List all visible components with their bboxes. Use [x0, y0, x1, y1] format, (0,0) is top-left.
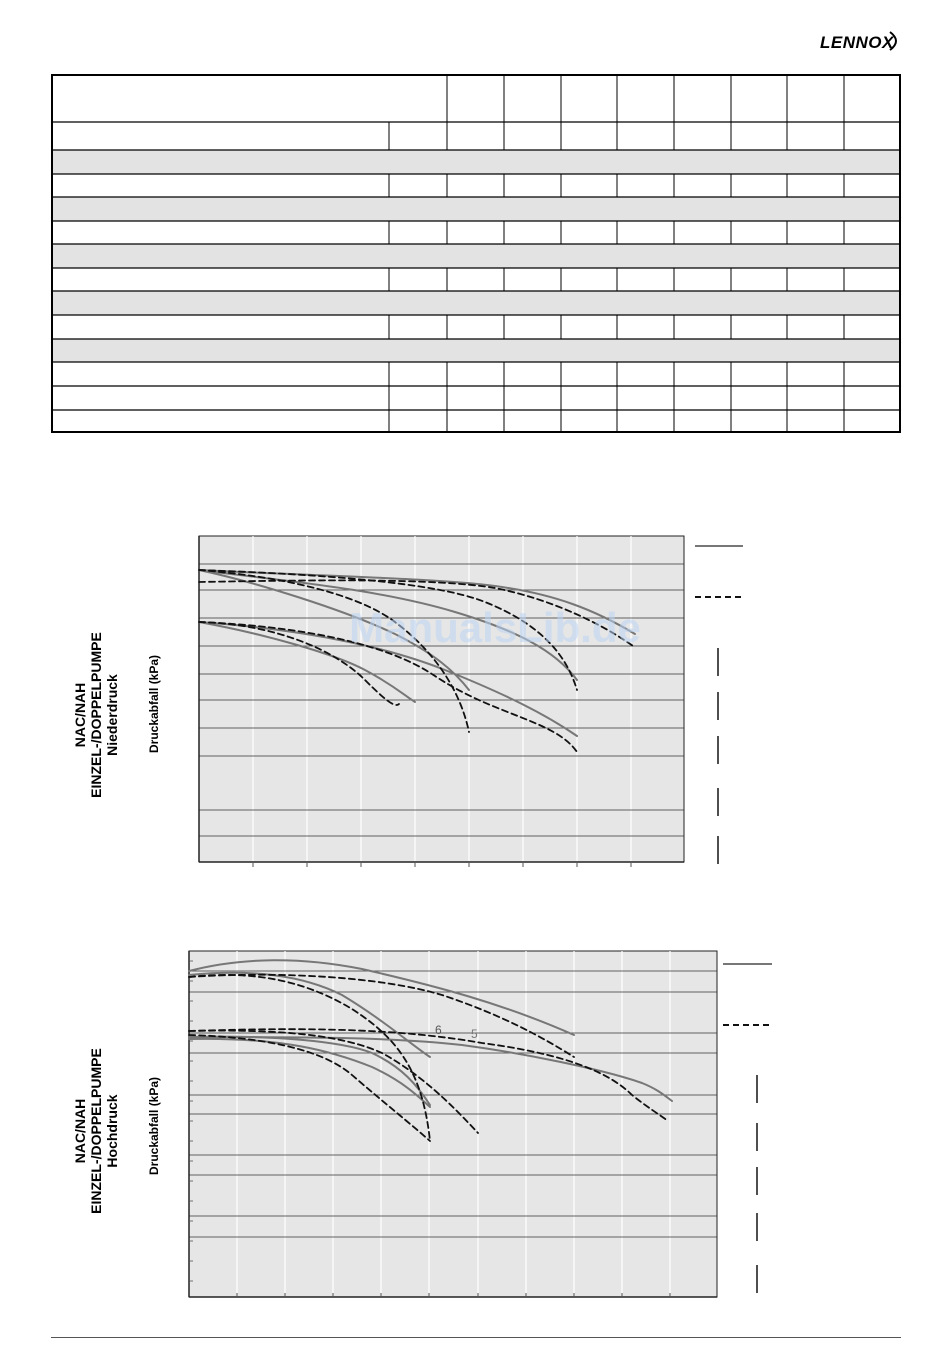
svg-text:LENNOX: LENNOX — [820, 33, 894, 52]
table-section-row — [52, 197, 900, 221]
plot-area — [189, 951, 717, 1297]
footer-rule — [51, 1337, 901, 1338]
chart-high-title-line-3: Hochdruck — [104, 1094, 120, 1168]
plot-area — [199, 536, 684, 862]
table-section-row — [52, 291, 900, 315]
table-section-row — [52, 150, 900, 174]
chart-low-y-axis-label: Druckabfall (kPa) — [147, 654, 161, 753]
chart-low-pressure — [195, 530, 755, 875]
lennox-logo — [818, 28, 902, 54]
chart-high-y-axis-label: Druckabfall (kPa) — [147, 1076, 161, 1175]
chart-high-title-line-1: NAC/NAH — [72, 1098, 88, 1164]
chart-high-title — [72, 1021, 124, 1241]
chart-high-pressure — [182, 945, 782, 1305]
chart-low-title-line-1: NAC/NAH — [72, 682, 88, 748]
chart-high-title-line-2: EINZEL-/DOPPELPUMPE — [88, 1048, 104, 1214]
curve-label-5: 5 — [471, 1027, 478, 1041]
chart-low-title-line-3: Niederdruck — [104, 674, 120, 756]
table-section-row — [52, 339, 900, 362]
chart-low-title-line-2: EINZEL-/DOPPELPUMPE — [88, 632, 104, 798]
watermark-text: ManualsLib.de — [349, 604, 641, 651]
specification-table — [51, 74, 901, 434]
chart-low-title — [72, 605, 124, 825]
curve-label-6: 6 — [435, 1023, 442, 1037]
table-section-row — [52, 244, 900, 268]
